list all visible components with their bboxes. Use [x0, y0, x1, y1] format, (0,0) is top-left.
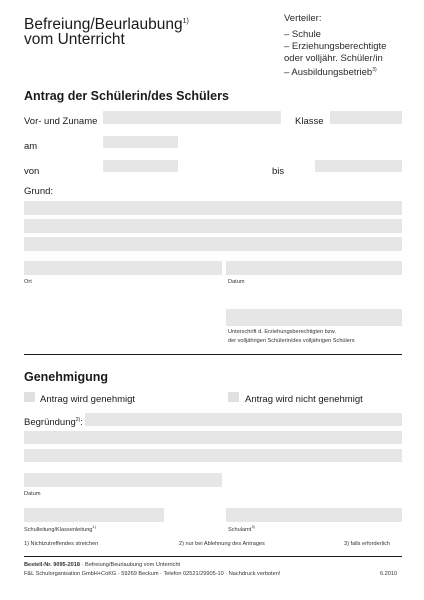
form-title — [24, 13, 189, 33]
date-label: Datum — [228, 279, 245, 285]
order-title: · Befreiung/Beurlaubung vom Unterricht — [81, 562, 181, 568]
justification-line-1[interactable] — [85, 413, 402, 426]
from-label: von — [24, 166, 40, 177]
class-field[interactable] — [330, 111, 402, 124]
school-office-signature-field[interactable] — [226, 508, 402, 522]
class-label: Klasse — [295, 116, 324, 127]
footnote-ref-1: 1) — [182, 18, 189, 25]
to-field[interactable] — [315, 160, 402, 172]
distribution-item-guardians: – Erziehungsberechtigte — [284, 41, 387, 52]
on-date-label: am — [24, 141, 38, 152]
date-field[interactable] — [226, 261, 402, 275]
approved-checkbox[interactable] — [24, 392, 35, 402]
distribution-item-training-company: – Ausbildungsbetrieb$^{3)}$ — [284, 67, 377, 78]
name-field[interactable] — [103, 111, 281, 124]
footnote-2: 2) nur bei Ablehnung des Antrages — [179, 541, 265, 547]
justification-line-2[interactable] — [24, 431, 402, 444]
approval-date-label: Datum — [24, 491, 41, 497]
approval-date-field[interactable] — [24, 473, 222, 487]
school-office-label: Schulamt$^{3)}$ — [228, 524, 255, 533]
footnote-3: 3) falls erforderlich — [344, 541, 391, 547]
rejected-label: Antrag wird nicht genehmigt — [245, 394, 363, 405]
rejected-checkbox[interactable] — [228, 392, 239, 402]
reason-line-2[interactable] — [24, 219, 402, 233]
signature-caption-line2: der volljährigen Schülerin/des volljährigen Schülers — [228, 338, 355, 344]
justification-label: Begründung$^{2)}$: — [24, 417, 83, 428]
approval-heading: Genehmigung — [24, 370, 109, 384]
approved-label: Antrag wird genehmigt — [40, 394, 136, 405]
footer-divider — [24, 556, 402, 557]
on-date-field[interactable] — [103, 136, 178, 148]
to-label: bis — [272, 166, 285, 177]
order-number: Bestell-Nr. 9095-2018 — [24, 562, 80, 568]
school-management-signature-field[interactable] — [24, 508, 164, 522]
place-label: Ort — [24, 279, 32, 285]
footnote-1: 1) Nichtzutreffendes streichen — [24, 541, 99, 547]
imprint-publisher: F&L Schulorganisation GmbH+CoKG · 59269 Beckum · Telefon 02521/29905-10 · Nachdruck verboten! — [24, 571, 281, 577]
application-heading: Antrag der Schülerin/des Schülers — [24, 89, 229, 103]
distribution-item-school: – Schule — [284, 29, 321, 40]
distribution-item-adult-student: oder volljähr. Schüler/in — [284, 53, 383, 64]
school-management-label: Schulleitung/Klassenleitung$^{1)}$ — [24, 524, 96, 533]
form-title-line2: vom Unterricht — [24, 31, 125, 48]
justification-line-3[interactable] — [24, 449, 402, 462]
place-field[interactable] — [24, 261, 222, 275]
guardian-signature-field[interactable] — [226, 309, 402, 326]
signature-caption-line1: Unterschrift d. Erziehungsberechtigten bzw. — [228, 329, 336, 335]
name-label: Vor- und Zuname — [24, 116, 98, 127]
distribution-label: Verteiler: — [284, 13, 322, 24]
reason-label: Grund: — [24, 186, 54, 197]
form-title-line1: Befreiung/Beurlaubung — [24, 16, 183, 33]
section-divider — [24, 354, 402, 355]
reason-line-3[interactable] — [24, 237, 402, 251]
from-field[interactable] — [103, 160, 178, 172]
imprint-edition: 6.2010 — [380, 571, 398, 577]
imprint-order — [24, 562, 180, 568]
reason-line-1[interactable] — [24, 201, 402, 215]
